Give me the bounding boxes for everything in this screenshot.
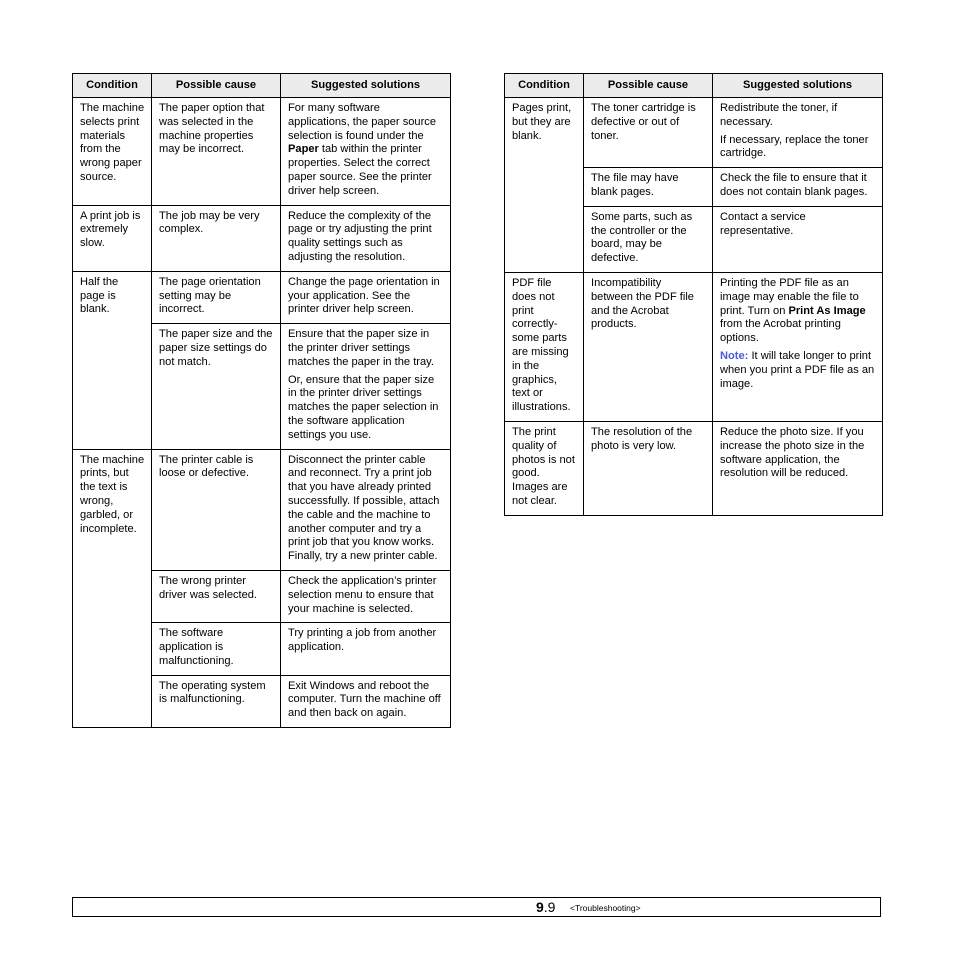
cause-text: The wrong printer driver was selected.: [159, 574, 258, 601]
cause-text: The job may be very complex.: [159, 209, 260, 236]
solution-cell: [281, 623, 451, 675]
bold-term: Print As Image: [788, 304, 866, 317]
table-row: [73, 205, 451, 271]
condition-cell: [73, 205, 152, 271]
note-label: Note:: [720, 349, 749, 362]
condition-cell: [505, 272, 584, 421]
condition-text: The machine prints, but the text is wrong, garbled, or incomplete.: [80, 453, 145, 535]
solution-text: Ensure that the paper size in the printer driver settings matches the paper in the tray.: [288, 328, 434, 368]
troubleshooting-table-right: [504, 73, 883, 516]
solution-text: Check the application’s printer selection menu to ensure that your machine is selected.: [288, 574, 437, 615]
solution-cell: [281, 271, 451, 323]
cause-cell: [152, 271, 281, 323]
note-text: Note: It will take longer to print when you print a PDF file as an image.: [720, 349, 875, 390]
condition-text: The machine selects print materials from the wrong paper source.: [80, 102, 145, 183]
page-footer: [72, 897, 881, 917]
solution-cell: [281, 675, 451, 727]
header-condition: Condition: [505, 74, 584, 98]
condition-cell: [73, 449, 152, 728]
solution-text: Printing the PDF file as an image may enable the file to print. Turn on Print As Image from the Acrobat printing options.: [720, 276, 866, 345]
header-possible-cause: Possible cause: [584, 74, 713, 98]
solution-cell: [713, 206, 883, 272]
condition-cell: [73, 271, 152, 449]
header-possible-cause: Possible cause: [152, 74, 281, 98]
cause-cell: [152, 98, 281, 206]
solution-text: Disconnect the printer cable and reconnect. Try a print job that you have already printed successfully. If possible, attach the cable and the machine to another computer and try a print job that you know works. Finally, try a new printer cable.: [288, 453, 440, 563]
table-row: [505, 272, 883, 421]
condition-text: Half the page is blank.: [80, 275, 119, 316]
table-header-row: [505, 74, 883, 98]
condition-cell: [505, 98, 584, 273]
solution-cell: [281, 98, 451, 206]
table-header-row: [73, 74, 451, 98]
cause-cell: [584, 272, 713, 421]
condition-text: PDF file does not print correctly-some parts are missing in the graphics, text or illustrations.: [512, 276, 571, 414]
cause-cell: [584, 98, 713, 168]
cause-cell: [584, 206, 713, 272]
troubleshooting-table-left: [72, 73, 451, 728]
cause-text: Incompatibility between the PDF file and the Acrobat products.: [591, 276, 694, 331]
cause-text: The printer cable is loose or defective.: [159, 453, 254, 480]
solution-cell: [281, 449, 451, 570]
cause-cell: [152, 623, 281, 675]
cause-cell: [152, 205, 281, 271]
cause-text: The software application is malfunctioning.: [159, 627, 234, 667]
page-number: 9.9: [536, 899, 556, 915]
solution-cell: [713, 98, 883, 168]
solution-text: For many software applications, the paper source selection is found under the Paper tab within the printer properties. Select the correct paper source. See the printer driver help screen.: [288, 102, 437, 197]
solution-text: Redistribute the toner, if necessary.: [720, 102, 838, 128]
bold-term: Paper: [288, 143, 319, 156]
solution-text: Contact a service representative.: [720, 210, 806, 237]
cause-text: The paper option that was selected in the machine properties may be incorrect.: [159, 102, 265, 156]
table-row: [505, 421, 883, 515]
solution-text: Exit Windows and reboot the computer. Turn the machine off and then back on again.: [288, 679, 441, 720]
cause-text: The operating system is malfunctioning.: [159, 679, 266, 706]
cause-cell: [152, 570, 281, 622]
table-row: [73, 449, 451, 570]
solution-cell: [713, 272, 883, 421]
cause-cell: [584, 421, 713, 515]
cause-text: The page orientation setting may be incorrect.: [159, 275, 261, 316]
solution-text: Check the file to ensure that it does not contain blank pages.: [720, 172, 868, 198]
cause-cell: [584, 168, 713, 207]
condition-text: Pages print, but they are blank.: [512, 102, 572, 142]
cause-cell: [152, 324, 281, 449]
cause-text: Some parts, such as the controller or the board, may be defective.: [591, 210, 693, 265]
condition-text: The print quality of photos is not good. Images are not clear.: [512, 425, 575, 507]
header-suggested-solutions: Suggested solutions: [281, 74, 451, 98]
table-row: [73, 271, 451, 323]
solution-cell: [281, 570, 451, 622]
header-condition: Condition: [73, 74, 152, 98]
cause-text: The resolution of the photo is very low.: [591, 425, 693, 452]
cause-text: The paper size and the paper size settings do not match.: [159, 328, 273, 368]
solution-cell: [281, 324, 451, 449]
cause-text: The file may have blank pages.: [591, 172, 679, 198]
header-suggested-solutions: Suggested solutions: [713, 74, 883, 98]
solution-text: Or, ensure that the paper size in the printer driver settings matches the paper selection in the software application settings you use.: [288, 373, 439, 441]
condition-cell: [505, 421, 584, 515]
solution-text: If necessary, replace the toner cartridge.: [720, 133, 869, 160]
cause-text: The toner cartridge is defective or out of toner.: [591, 102, 696, 142]
table-row: [505, 98, 883, 168]
solution-cell: [713, 168, 883, 207]
solution-text: Reduce the complexity of the page or try adjusting the print quality settings such as adjusting the resolution.: [288, 209, 432, 263]
solution-text: Change the page orientation in your application. See the printer driver help screen.: [288, 275, 440, 316]
condition-text: A print job is extremely slow.: [80, 209, 141, 250]
cause-cell: [152, 449, 281, 570]
condition-cell: [73, 98, 152, 206]
solution-cell: [713, 421, 883, 515]
section-name: <Troubleshooting>: [570, 903, 641, 913]
solution-text: Reduce the photo size. If you increase the photo size in the software application, the resolution will be reduced.: [720, 425, 865, 480]
table-row: [73, 98, 451, 206]
solution-text: Try printing a job from another application.: [288, 627, 437, 654]
cause-cell: [152, 675, 281, 727]
solution-cell: [281, 205, 451, 271]
